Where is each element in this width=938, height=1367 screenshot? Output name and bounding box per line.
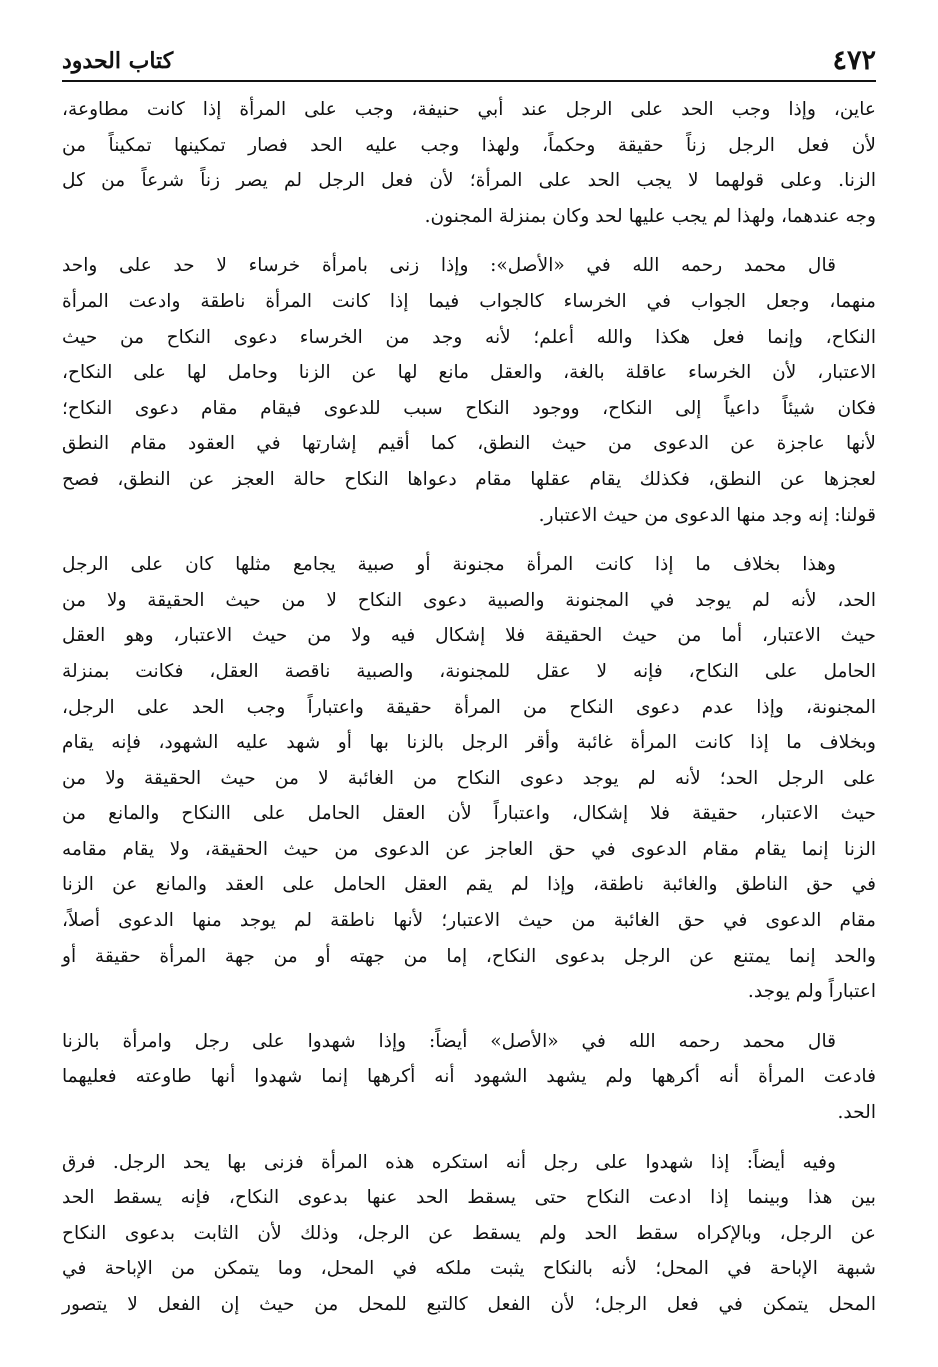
text-line: بين هذا وبينما إذا ادعت النكاح حتى يسقط الحد عنها بدعوى النكاح، فإنه يسقط الحد <box>62 1187 876 1209</box>
text-line: المحل يتمكن في فعل الرجل؛ لأن الفعل كالتبع للمحل من حيث إن الفعل لا يتصور <box>62 1294 876 1315</box>
text-line: وهذا بخلاف ما إذا كانت المرأة مجنونة أو صبية يجامع مثلها كان على الرجل <box>62 554 836 576</box>
text-line: الحد، لأنه لم يوجد في المجنونة والصبية دعوى النكاح لا من حيث الحقيقة ولا من <box>62 589 876 611</box>
paragraph <box>62 1145 876 1323</box>
text-line: منهما، وجعل الجواب في الخرساء كالجواب فيما إذا كانت المرأة ناطقة وادعت المرأة <box>62 290 876 312</box>
text-line: الاعتبار، لأن الخرساء عاقلة بالغة، والعقل مانع لها عن الزنا وحامل لها على النكاح، <box>62 362 876 384</box>
text-line: وفيه أيضاً: إذا شهدوا على رجل أنه استكره هذه المرأة فزنى بها يحد الرجل. فرق <box>62 1151 836 1173</box>
text-line: فادعت المرأة أنه أكرهها ولم يشهد الشهود أنه أكرهها إنما شهدوا أنها طاوعته فعليهما <box>62 1066 876 1088</box>
text-line: لأنها عاجزة عن الدعوى من حيث النطق، كما أقيم إشارتها في العقود مقام النطق <box>62 433 876 455</box>
text-line: النكاح، وإنما فعل هكذا والله أعلم؛ لأنه وجد من الخرساء دعوى النكاح من حيث <box>62 326 876 348</box>
book-title: كتاب الحدود <box>62 48 174 74</box>
text-line: الزنا إنما يقام مقام الدعوى في حق العاجز عن الدعوى من حيث الحقيقة، ولا يقام مقامه <box>62 838 876 860</box>
text-line: قولنا: إنه وجد منها الدعوى من حيث الاعتبار. <box>538 504 876 526</box>
text-line: قال محمد رحمه الله في «الأصل» أيضاً: وإذا شهدوا على رجل وامرأة بالزنا <box>62 1030 836 1052</box>
text-line: وبخلاف ما إذا كانت المرأة غائبة وأقر الرجل بالزنا بها أو شهد عليه الشهود، فإنه يقام <box>62 732 876 754</box>
text-line: فكان شيئاً داعياً إلى النكاح، ووجود النكاح سبب للدعوى فيقام مقام دعوى النكاح؛ <box>62 397 876 419</box>
text-line: اعتباراً ولم يوجد. <box>747 981 876 1003</box>
text-line: على الرجل الحد؛ لأنه لم يوجد دعوى النكاح من الغائبة لا من حيث الحقيقة ولا من <box>62 767 876 789</box>
text-line: شبهة الإباحة في المحل؛ لأنه بالنكاح يثبت ملكه في المحل، وما يتمكن من الإباحة في <box>62 1258 876 1280</box>
text-line: عن الرجل، وبالإكراه سقط الحد ولم يسقط عن الرجل، وذلك لأن الثابت بدعوى النكاح <box>62 1222 876 1244</box>
page-header <box>62 38 876 82</box>
text-line: الحد. <box>837 1102 876 1124</box>
text-line: والحد إنما يمتنع عن الرجل بدعوى النكاح، إما من جهته أو من جهة المرأة حقيقة أو <box>62 945 876 967</box>
text-line: الحامل على النكاح، فإنه لا عقل للمجنونة، والصبية ناقصة العقل، فكانت بمنزلة <box>62 660 876 682</box>
page-body <box>62 92 876 1337</box>
text-line: في حق الناطق والغائبة ناطقة، وإذا لم يقم العقل الحامل على العقد والمانع عن الزنا <box>62 874 876 896</box>
text-line: قال محمد رحمه الله في «الأصل»: وإذا زنى بامرأة خرساء لا حد على واحد <box>62 255 836 277</box>
paragraph <box>62 92 876 234</box>
text-line: المجنونة، وإذا عدم دعوى النكاح من المرأة حقيقة واعتباراً وجب الحد على الرجل، <box>62 696 876 718</box>
text-line: لأن فعل الرجل زناً حقيقة وحكماً، ولهذا وجب عليه الحد فصار تمكينها تمكيناً من <box>62 134 876 156</box>
paragraph <box>62 248 876 533</box>
text-line: وجه عندهما، ولهذا لم يجب عليها لحد وكان بمنزلة المجنون. <box>424 205 876 227</box>
text-line: حيث الاعتبار، أما من حيث الحقيقة فلا إشكال فيه ولا من حيث الاعتبار، وهو العقل <box>62 625 876 647</box>
text-line: الزنا. وعلى قولهما لا يجب الحد على المرأة؛ لأن فعل الرجل لم يصر زناً شرعاً من كل <box>62 170 876 192</box>
text-line: لعجزها عن النطق، فكذلك يقام عقلها مقام دعواها النكاح حالة العجز عن النطق، فصح <box>62 468 876 490</box>
page-number: ٤٧٢ <box>832 45 876 76</box>
paragraph <box>62 547 876 1010</box>
paragraph <box>62 1024 876 1131</box>
text-line: مقام الدعوى في حق الغائبة من حيث الاعتبار؛ لأنها ناطقة لم يوجد منها الدعوى أصلاً، <box>62 910 876 932</box>
text-line: عاين، وإذا وجب الحد على الرجل عند أبي حنيفة، وجب على المرأة إذا كانت مطاوعة، <box>62 99 876 120</box>
text-line: حيث الاعتبار، حقيقة فلا إشكال، واعتباراً لأن العقل الحامل على االنكاح والمانع من <box>62 803 876 825</box>
